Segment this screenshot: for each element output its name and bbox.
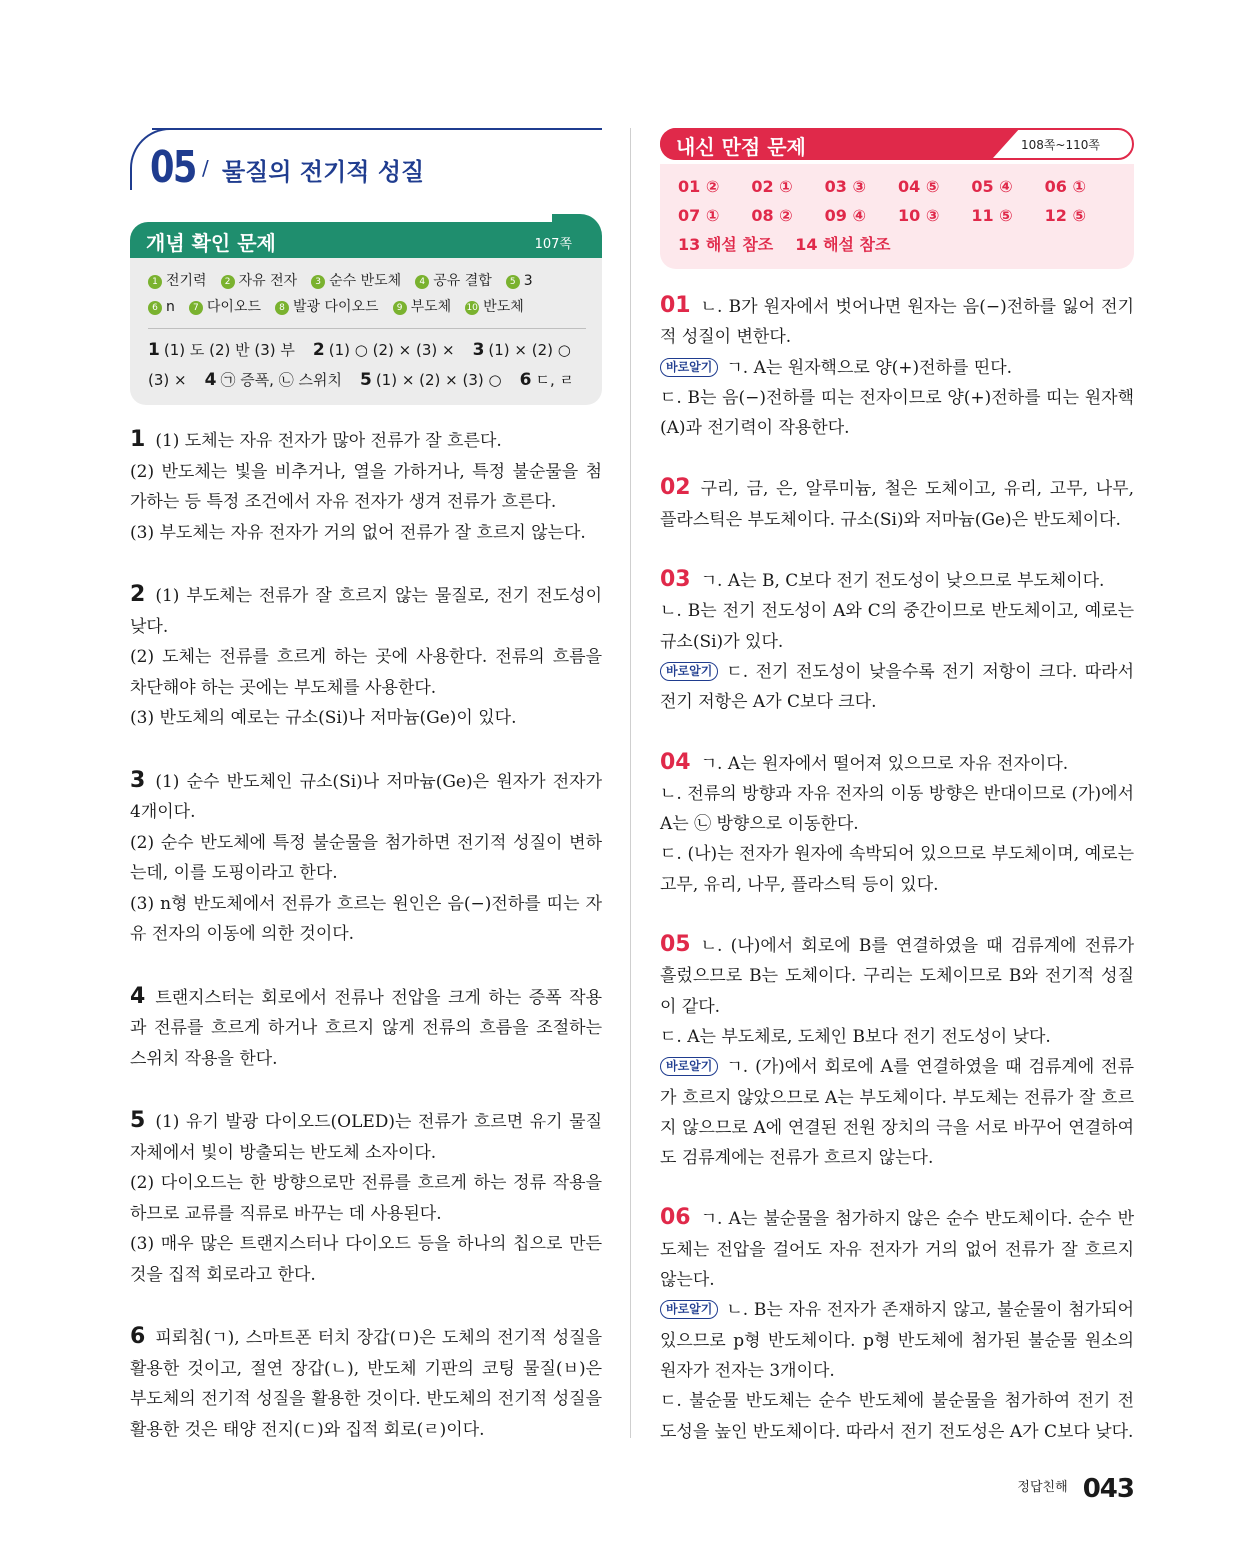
- keyword-item: [465, 294, 524, 320]
- keyword-item: [189, 294, 261, 320]
- keyword-item: [311, 268, 401, 294]
- explanation-text: ㄴ. B가 원자에서 벗어나면 원자는 음(−)전하를 잃어 전기적 성질이 변한다.: [660, 297, 1134, 348]
- keyword-item: [221, 268, 298, 294]
- concept-answer-group: [148, 341, 295, 359]
- answer-reference: 13 해설 참조: [678, 235, 774, 254]
- left-column: [130, 128, 602, 1445]
- baro-algi-badge: 바로알기: [660, 662, 718, 681]
- keyword-number-badge: 7: [189, 301, 203, 315]
- keyword-item: [415, 268, 492, 294]
- keyword-text: 반도체: [483, 299, 524, 315]
- concept-answer-number: 6: [519, 370, 532, 390]
- explanation-item: [660, 565, 1134, 717]
- footer-label: 정답친해: [1017, 1480, 1068, 1495]
- concept-answer-group: [313, 341, 455, 359]
- explanation-line: [130, 642, 602, 703]
- naesin-header: [660, 128, 1134, 160]
- explanation-text: ㄷ. (나)는 전자가 원자에 속박되어 있으므로 부도체이며, 예로는 고무, 유리, 나무, 플라스틱 등이 있다.: [660, 844, 1134, 895]
- answer-cell: 02 ①: [751, 177, 793, 196]
- keyword-item: [148, 268, 207, 294]
- answer-cell: 04 ⑤: [897, 177, 940, 196]
- column-divider: [630, 128, 631, 1438]
- keyword-row: [148, 294, 586, 320]
- explanation-line: [660, 565, 1134, 596]
- keyword-number-badge: 8: [275, 301, 289, 315]
- explanation-text: ㄴ. (나)에서 회로에 B를 연결하였을 때 검류계에 전류가 흘렀으므로 B는 도체이다. 구리는 도체이므로 B와 전기적 성질이 같다.: [660, 936, 1134, 1017]
- concept-answer-line: [148, 365, 586, 395]
- explanation-number: 04: [660, 749, 691, 775]
- answer-cell: 11 ⑤: [971, 206, 1013, 225]
- explanation-line: [130, 828, 602, 889]
- keyword-number-badge: 6: [148, 301, 162, 315]
- answer-cell: 01 ②: [678, 177, 720, 196]
- explanation-item: [130, 766, 602, 950]
- keyword-item: [148, 294, 175, 320]
- explanation-line: [660, 1203, 1134, 1295]
- answer-cell: 06 ①: [1044, 177, 1087, 196]
- chapter-header: [130, 128, 602, 208]
- explanation-item: [130, 982, 602, 1075]
- concept-answer-group: [473, 341, 571, 359]
- explanation-item: [130, 1322, 602, 1445]
- concept-separator: [148, 328, 586, 329]
- explanation-line: [130, 889, 602, 950]
- chapter-frame-line: [152, 128, 602, 130]
- explanation-number: 6: [130, 1324, 146, 1349]
- explanation-text: ㄷ. A는 부도체로, 도체인 B보다 전기 전도성이 낮다.: [660, 1026, 1051, 1047]
- naesin-pages: 108쪽~110쪽: [1020, 138, 1100, 152]
- keyword-number-badge: 1: [148, 275, 162, 289]
- explanation-item: [130, 1106, 602, 1290]
- explanation-item: [660, 930, 1134, 1173]
- explanation-number: 3: [130, 767, 146, 793]
- explanation-item: [660, 473, 1134, 535]
- explanation-number: 01: [660, 293, 691, 318]
- keyword-text: 다이오드: [206, 299, 261, 315]
- answer-cell: 08 ②: [751, 206, 793, 225]
- right-column: [660, 128, 1134, 1447]
- page-footer: [1017, 1474, 1134, 1504]
- naesin-title: 내신 만점 문제: [676, 135, 806, 159]
- keyword-item: [275, 294, 379, 320]
- explanation-text: ㄱ. (가)에서 회로에 A를 연결하였을 때 검류계에 전류가 흐르지 않았으므로 A는 부도체이다. 부도체는 전류가 잘 흐르지 않으므로 A에 연결된 전원 장치의 극을 서로 바꾸어 연결하여도 검류계에는 전류가 흐르지 않는다.: [660, 1057, 1134, 1169]
- keyword-row: [148, 268, 586, 294]
- keyword-number-badge: 4: [415, 275, 429, 289]
- concept-check-box: [130, 258, 602, 405]
- keyword-number-badge: 9: [393, 301, 407, 315]
- answer-cell: 09 ④: [824, 206, 867, 225]
- baro-algi-badge: 바로알기: [660, 358, 718, 377]
- explanation-text: 구리, 금, 은, 알루미늄, 철은 도체이고, 유리, 고무, 나무, 플라스틱은 부도체이다. 규소(Si)와 저마늄(Ge)은 반도체이다.: [660, 479, 1134, 530]
- keyword-number-badge: 5: [506, 275, 520, 289]
- chapter-slash: /: [202, 156, 209, 180]
- explanation-line: [130, 766, 602, 828]
- explanation-text: (3) 부도체는 자유 전자가 거의 없어 전류가 잘 흐르지 않는다.: [130, 522, 586, 543]
- naesin-explanations: [660, 291, 1134, 1447]
- keyword-number-badge: 2: [221, 275, 235, 289]
- explanation-line: [130, 1322, 602, 1445]
- keyword-text: 자유 전자: [238, 273, 298, 289]
- concept-answer-text: ㄷ, ㄹ: [535, 371, 574, 389]
- concept-check-header: [130, 222, 602, 258]
- explanation-line: [660, 473, 1134, 535]
- explanation-text: ㄷ. 전기 전도성이 낮을수록 전기 저항이 크다. 따라서 전기 저항은 A가 C보다 크다.: [660, 661, 1134, 713]
- explanation-item: [130, 425, 602, 548]
- concept-answer-line: [148, 335, 586, 365]
- explanation-line: [660, 657, 1134, 718]
- explanation-text: (3) 매우 많은 트랜지스터나 다이오드 등을 하나의 칩으로 만든 것을 집적 회로라고 한다.: [130, 1234, 602, 1285]
- explanation-text: (2) 순수 반도체에 특정 불순물을 첨가하면 전기적 성질이 변하는데, 이를 도핑이라고 한다.: [130, 832, 602, 883]
- concept-answer-text: (1) × (2) ○: [488, 341, 571, 359]
- concept-answer-text: (3) ×: [148, 371, 187, 389]
- concept-answer-number: 3: [472, 340, 485, 360]
- concept-answer-text: (1) × (2) × (3) ○: [375, 371, 502, 389]
- explanation-line: [660, 383, 1134, 444]
- chapter-title: 물질의 전기적 성질: [222, 158, 425, 186]
- explanation-item: [660, 748, 1134, 900]
- explanation-text: 피뢰침(ㄱ), 스마트폰 터치 장갑(ㅁ)은 도체의 전기적 성질을 활용한 것이고, 절연 장갑(ㄴ), 반도체 기판의 코팅 물질(ㅂ)은 부도체의 전기적 성질을 활용한 것이다. 반도체의 전기적 성질을 활용한 것은 태양 전지(ㄷ)와 집적 회로(ㄹ)이다.: [130, 1328, 602, 1440]
- concept-answer-number: 4: [204, 370, 217, 390]
- answer-cell: 03 ③: [824, 177, 867, 196]
- answer-grid-row: [678, 201, 1118, 230]
- naesin-answer-grid: [660, 164, 1134, 269]
- keyword-text: 발광 다이오드: [292, 299, 379, 315]
- explanation-line: [130, 1229, 602, 1290]
- concept-answer-text: (1) ○ (2) × (3) ×: [328, 341, 455, 359]
- concept-answer-number: 2: [312, 340, 325, 360]
- explanation-number: 03: [660, 567, 691, 593]
- explanation-line: [660, 779, 1134, 840]
- explanation-line: [130, 518, 602, 549]
- explanation-item: [660, 291, 1134, 443]
- explanation-line: [130, 580, 602, 642]
- explanation-text: ㄱ. A는 B, C보다 전기 전도성이 낮으므로 부도체이다.: [700, 571, 1105, 592]
- concept-answer-number: 5: [359, 370, 372, 390]
- explanation-text: ㄱ. A는 원자핵으로 양(+)전하를 띤다.: [726, 357, 1013, 378]
- concept-check-title: 개념 확인 문제: [146, 231, 276, 255]
- concept-answer-group: [148, 371, 187, 389]
- explanation-text: ㄷ. 불순물 반도체는 순수 반도체에 불순물을 첨가하여 전기 전도성을 높인 반도체이다. 따라서 전기 전도성은 A가 C보다 낮다.: [660, 1391, 1134, 1442]
- explanation-text: (3) n형 반도체에서 전류가 흐르는 원인은 음(−)전하를 띠는 자유 전자의 이동에 의한 것이다.: [130, 893, 602, 944]
- explanation-line: [130, 1168, 602, 1229]
- explanation-text: (2) 다이오드는 한 방향으로만 전류를 흐르게 하는 정류 작용을 하므로 교류를 직류로 바꾸는 데 사용된다.: [130, 1173, 602, 1224]
- chapter-number: 05: [150, 142, 196, 193]
- answer-reference: 14 해설 참조: [795, 235, 891, 254]
- concept-explanations: [130, 425, 602, 1445]
- explanation-text: (1) 순수 반도체인 규소(Si)나 저마늄(Ge)은 원자가 전자가 4개이다.: [130, 771, 602, 822]
- explanation-line: [130, 703, 602, 734]
- explanation-line: [660, 1022, 1134, 1052]
- concept-answer-text: ㉠ 증폭, ㉡ 스위치: [220, 371, 342, 389]
- explanation-number: 06: [660, 1205, 691, 1231]
- explanation-item: [660, 1203, 1134, 1446]
- concept-answer-number: 1: [148, 340, 160, 360]
- keyword-text: n: [166, 299, 175, 315]
- explanation-text: ㄴ. 전류의 방향과 자유 전자의 이동 방향은 반대이므로 (가)에서 A는 ㉡ 방향으로 이동한다.: [660, 783, 1134, 835]
- explanation-line: [660, 353, 1134, 383]
- explanation-number: 2: [130, 582, 146, 607]
- explanation-line: [660, 1052, 1134, 1173]
- explanation-text: (3) 반도체의 예로는 규소(Si)나 저마늄(Ge)이 있다.: [130, 708, 517, 728]
- explanation-line: [130, 457, 602, 518]
- explanation-text: (1) 부도체는 전류가 잘 흐르지 않는 물질로, 전기 전도성이 낮다.: [130, 586, 602, 637]
- concept-answer-text: (1) 도 (2) 반 (3) 부: [163, 341, 295, 359]
- concept-answer-group: [520, 371, 574, 389]
- explanation-text: (1) 도체는 자유 전자가 많아 전류가 잘 흐른다.: [155, 431, 502, 451]
- answer-cell: 12 ⑤: [1044, 206, 1087, 225]
- explanation-text: ㄱ. A는 불순물을 첨가하지 않은 순수 반도체이다. 순수 반도체는 전압을 걸어도 자유 전자가 거의 없어 전류가 잘 흐르지 않는다.: [660, 1209, 1134, 1291]
- explanation-line: [130, 982, 602, 1075]
- explanation-number: 02: [660, 475, 691, 501]
- explanation-number: 4: [130, 983, 146, 1009]
- explanation-line: [660, 748, 1134, 779]
- keyword-number-badge: 10: [466, 303, 478, 313]
- answer-cell: 05 ④: [971, 177, 1013, 196]
- explanation-number: 1: [130, 427, 146, 452]
- keyword-text: 공유 결합: [433, 273, 492, 289]
- explanation-item: [130, 580, 602, 734]
- explanation-line: [130, 1106, 602, 1168]
- page-number: 043: [1082, 1474, 1134, 1504]
- baro-algi-badge: 바로알기: [660, 1057, 718, 1076]
- explanation-text: 트랜지스터는 회로에서 전류나 전압을 크게 하는 증폭 작용과 전류를 흐르게 하거나 흐르지 않게 전류의 흐름을 조절하는 스위치 작용을 한다.: [130, 987, 602, 1069]
- explanation-number: 05: [660, 932, 691, 958]
- explanation-text: ㄱ. A는 원자에서 떨어져 있으므로 자유 전자이다.: [700, 753, 1069, 774]
- answer-grid-row: [678, 172, 1118, 201]
- explanation-text: (2) 반도체는 빛을 비추거나, 열을 가하거나, 특정 불순물을 첨가하는 등 특정 조건에서 자유 전자가 생겨 전류가 흐른다.: [130, 461, 602, 512]
- explanation-line: [660, 1386, 1134, 1447]
- explanation-line: [660, 1295, 1134, 1386]
- concept-answer-group: [205, 371, 342, 389]
- concept-answer-group: [360, 371, 502, 389]
- explanation-line: [130, 425, 602, 457]
- keyword-text: 순수 반도체: [329, 273, 402, 289]
- keyword-text: 3: [523, 273, 533, 289]
- keyword-item: [393, 294, 452, 320]
- explanation-number: 5: [130, 1108, 146, 1133]
- explanation-text: (1) 유기 발광 다이오드(OLED)는 전류가 흐르면 유기 물질 자체에서 빛이 방출되는 반도체 소자이다.: [130, 1112, 602, 1163]
- keyword-text: 전기력: [166, 273, 207, 289]
- explanation-line: [660, 930, 1134, 1022]
- explanation-text: ㄷ. B는 음(−)전하를 띠는 전자이므로 양(+)전하를 띠는 원자핵(A)과 전기력이 작용한다.: [660, 387, 1134, 439]
- answer-grid-row: [678, 230, 1118, 259]
- keyword-text: 부도체: [410, 299, 452, 315]
- answer-cell: 07 ①: [678, 206, 720, 225]
- explanation-line: [660, 839, 1134, 900]
- explanation-text: ㄴ. B는 자유 전자가 존재하지 않고, 불순물이 첨가되어 있으므로 p형 반도체이다. p형 반도체에 첨가된 불순물 원소의 원자가 전자는 3개이다.: [660, 1300, 1134, 1381]
- keyword-item: [506, 268, 533, 294]
- answer-cell: 10 ③: [897, 206, 940, 225]
- keyword-number-badge: 3: [311, 275, 325, 289]
- explanation-line: [660, 291, 1134, 353]
- explanation-text: (2) 도체는 전류를 흐르게 하는 곳에 사용한다. 전류의 흐름을 차단해야 하는 곳에는 부도체를 사용한다.: [130, 647, 602, 698]
- explanation-line: [660, 596, 1134, 657]
- baro-algi-badge: 바로알기: [660, 1300, 718, 1319]
- explanation-text: ㄴ. B는 전기 전도성이 A와 C의 중간이므로 반도체이고, 예로는 규소(Si)가 있다.: [660, 601, 1134, 652]
- concept-check-page: 107쪽: [534, 237, 572, 252]
